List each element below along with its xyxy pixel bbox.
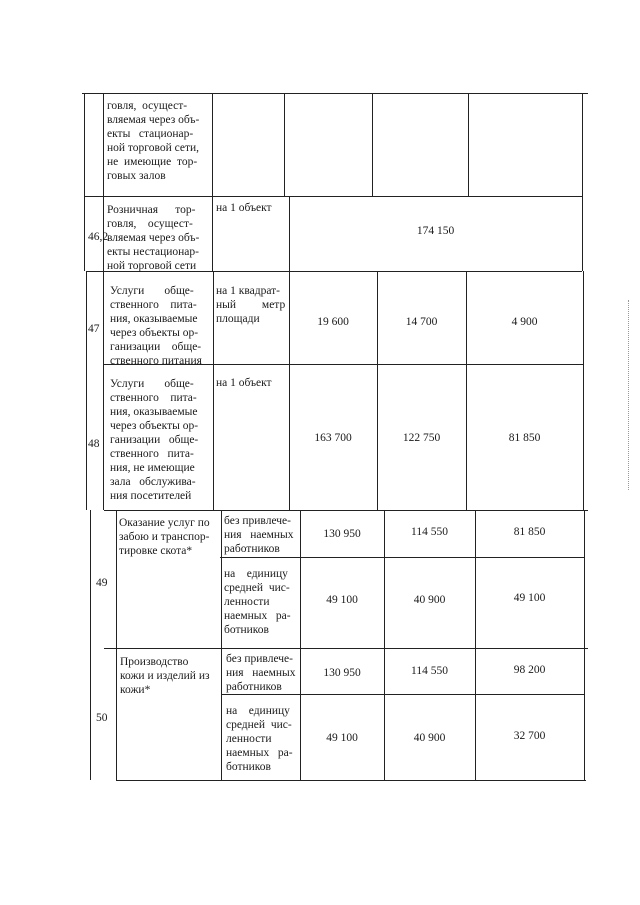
value-cell: 130 950 [323,667,361,679]
row-name: Производство кожи и изделий из кожи* [120,656,210,696]
row-name: Розничная тор- говля, осущест- вляемая через объ- екты нестационар- ной торговой сети [107,204,200,272]
row-divider [84,196,582,197]
column-divider [468,93,469,196]
column-divider [466,271,467,510]
row-divider [116,780,586,781]
row-unit: без привлече- ния наемных работников [224,515,294,555]
column-divider [582,93,583,271]
row-unit: на единицу средней чис- ленности наемных ра- ботников [224,568,291,636]
column-divider [284,93,285,196]
value-cell: 40 900 [413,732,446,744]
value-cell: 19 600 [317,316,349,328]
value-cell: 81 850 [513,526,546,538]
value-cell: 122 750 [402,432,441,444]
row-divider [82,93,588,94]
row-unit: на 1 квадрат- ный метр площади [216,285,286,325]
scan-artifact [628,300,630,490]
row-number: 49 [96,577,108,589]
column-divider [584,510,585,780]
row-unit: без привлече- ния наемных работников [226,653,296,693]
value-cell: 40 900 [413,594,446,606]
row-divider [104,510,588,511]
row-divider [104,648,588,649]
value-cell: 49 100 [513,592,546,604]
column-divider [103,93,104,510]
value-cell: 98 200 [513,664,546,676]
row-name: говля, осущест- вляемая через объ- екты стационар- ной торговой сети, не имеющие тор- говых залов [107,100,200,182]
column-divider [90,510,91,780]
row-unit: на единицу средней чис- ленности наемных ра- ботников [226,705,293,773]
column-divider [213,271,214,510]
column-divider [583,271,584,510]
row-number: 47 [88,323,100,335]
value-cell: 114 550 [411,665,448,677]
column-divider [289,196,290,510]
row-name: Оказание услуг по забою и транспор- тировке скота* [119,517,210,557]
value-cell: 81 850 [508,432,541,444]
value-cell: 32 700 [513,730,546,742]
value-cell: 14 700 [405,316,438,328]
value-cell: 49 100 [326,594,358,606]
column-divider [221,510,222,780]
row-name: Услуги обще- ственного пита- ния, оказываемые через объекты ор- ганизации обще- ственного пита- ния, не имеющие зала обслужива- ния посетителей [110,378,199,502]
row-number: 48 [88,438,100,450]
row-name: Услуги обще- ственного пита- ния, оказываемые через объекты ор- ганизации обще- ственного питания [110,285,202,367]
column-divider [86,271,87,510]
column-divider [377,271,378,510]
row-unit: на 1 объект [216,202,272,214]
column-divider [212,93,213,271]
row-divider [220,557,584,558]
row-number: 46,2 [88,231,109,243]
value-cell: 163 700 [314,432,352,444]
row-divider [222,694,584,695]
row-number: 50 [96,712,108,724]
value-cell: 114 550 [411,526,448,538]
value-cell: 4 900 [511,316,538,328]
row-unit: на 1 объект [216,377,272,389]
value-cell: 49 100 [326,732,358,744]
column-divider [84,93,85,271]
value-cell: 130 950 [323,528,361,540]
merged-value: 174 150 [416,225,455,237]
column-divider [372,93,373,196]
column-divider [116,510,117,780]
